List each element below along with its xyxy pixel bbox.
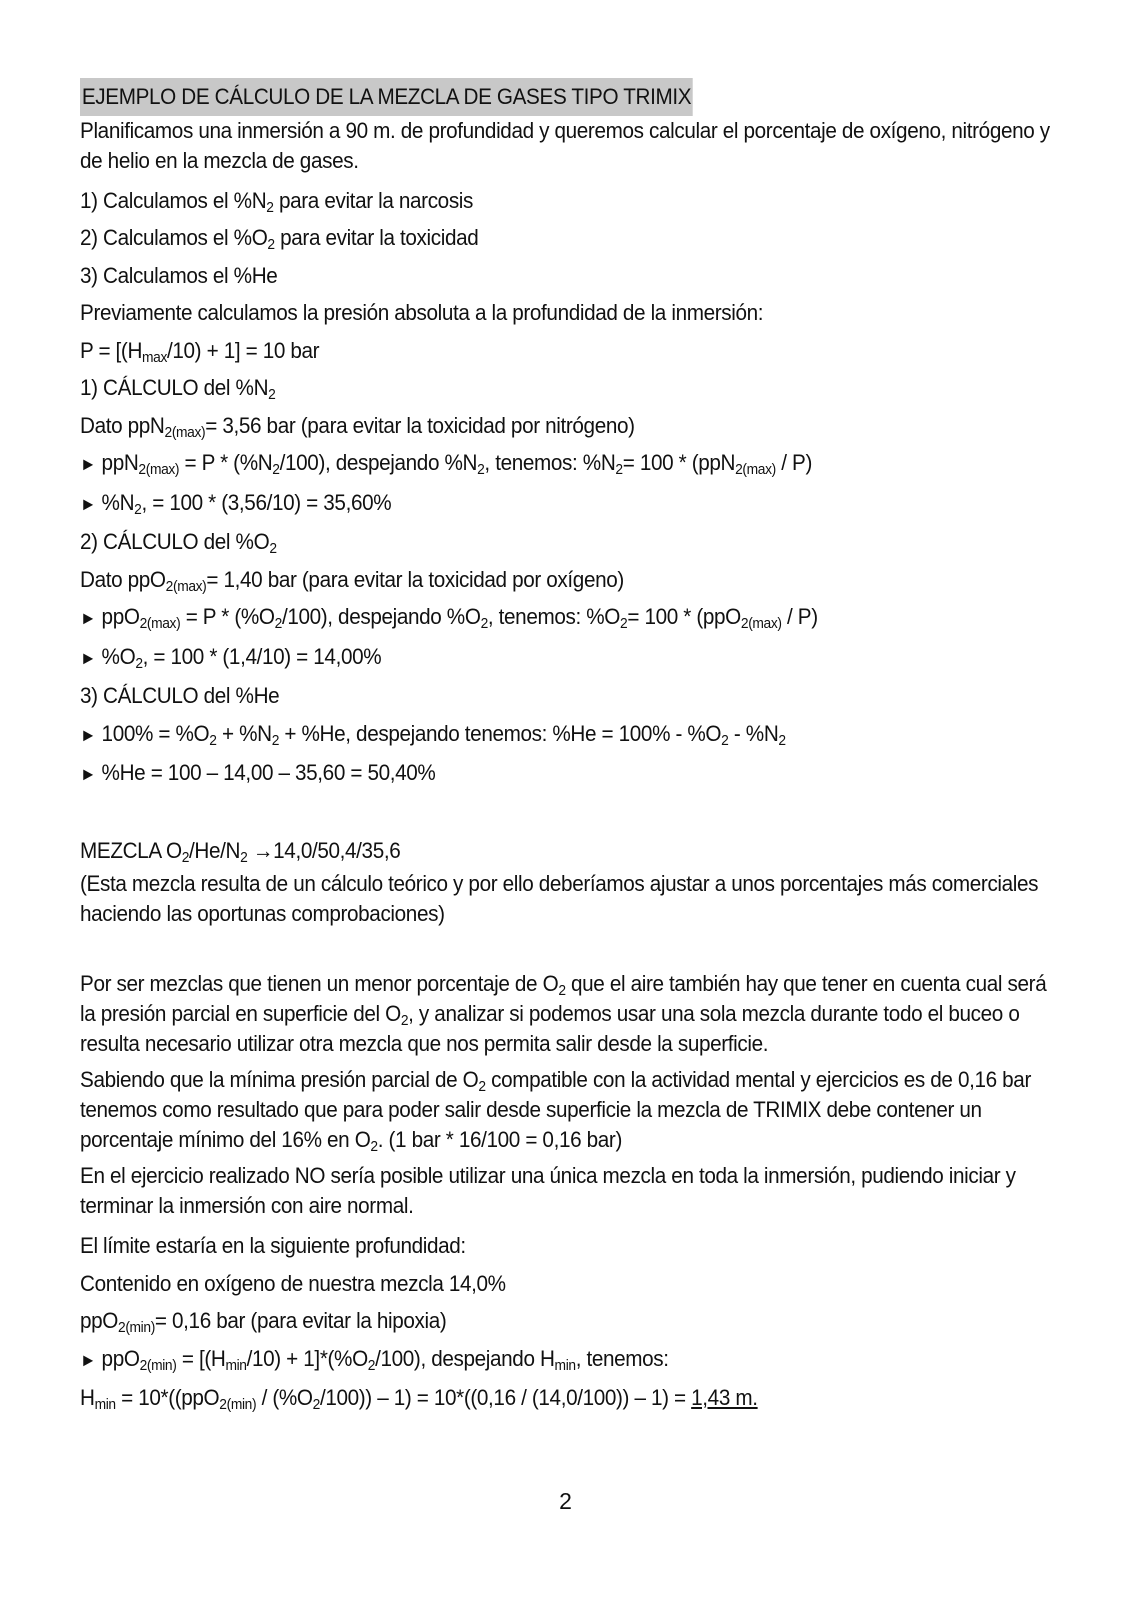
he-heading: 3) CÁLCULO del %He (80, 683, 280, 708)
page-number: 2 (559, 1488, 572, 1514)
o2-dato: Dato ppO$_{2(max)}$= 1,40 bar (para evitar la toxicidad por oxígeno) (80, 566, 624, 595)
bullet-arrow-icon: ► (80, 724, 97, 745)
limit-formula: ► $ppO_{2(min)} = [(H_{min}/10) + 1]*(\%O_2/100)$, despejando $H_{min}$, tenemos: (80, 1345, 669, 1374)
bullet-arrow-icon: ► (80, 493, 97, 514)
mix-note: (Esta mezcla resulta de un cálculo teórico y por ello deberíamos ajustar a unos porcentajes más comerciales haciendo las oportunas comprobaciones) (80, 871, 1039, 926)
document-body (80, 78, 1060, 1417)
hmin-result-value: 1,43 m. (691, 1385, 758, 1410)
limit-ppo2-min: ppO$_{2(min)}$= 0,16 bar (para evitar la hipoxia) (80, 1308, 447, 1336)
limit-intro: El límite estaría en la siguiente profundidad: (80, 1233, 466, 1258)
bullet-arrow-icon: ► (80, 608, 97, 628)
he-result: ► %He = 100 – 14,00 – 35,60 = 50,40% (80, 760, 436, 785)
intro-paragraph: Planificamos una inmersión a 90 m. de profundidad y queremos calcular el porcentaje de oxígeno, nitrógeno y de helio en la mezcla de gases. (80, 117, 1050, 173)
bullet-arrow-icon: ► (80, 454, 97, 474)
minimum-o2-paragraph: Sabiendo que la mínima presión parcial de $O_2$ compatible con la actividad mental y ejercicios es de 0,16 bar tenemos como resultado que para poder salir desde superficie la mezcla de TRIMIX debe contener un porcentaje mínimo del 16% en $O_2$. (1 bar * 16/100 = 0,16 bar) (80, 1067, 1031, 1155)
limit-oxygen-content: Contenido en oxígeno de nuestra mezcla 14,0% (80, 1270, 506, 1296)
o2-heading: 2) CÁLCULO del $\%O_2$ (80, 529, 277, 557)
bullet-arrow-icon: ► (80, 647, 97, 668)
surface-paragraph: Por ser mezclas que tienen un menor porcentaje de $O_2$ que el aire también hay que tener en cuenta cual será la presión parcial en superficie del $O_2$, y analizar si podemos usar una sola mezcla durante todo el buceo o resulta necesario utilizar otra mezcla que nos permita salir desde la superficie. (80, 971, 1047, 1056)
step-3: 3) Calculamos el %He (80, 262, 278, 288)
n2-heading: 1) CÁLCULO del $\%N_2$ (80, 375, 276, 403)
conclusion-paragraph: En el ejercicio realizado NO sería posible utilizar una única mezcla en toda la inmersión, pudiendo iniciar y terminar la inmersión con aire normal. (80, 1163, 1016, 1218)
bullet-arrow-icon: ► (80, 764, 97, 784)
limit-result: $H_{min} = 10*((ppO_{2(min)} / (\%O_2/100)) - 1) = 10*((0,16 / (14,0/100)) - 1) = 1,43$ m. (80, 1385, 758, 1413)
n2-dato: Dato ppN$_{2(max)}$= 3,56 bar (para evitar la toxicidad por nitrógeno) (80, 412, 635, 441)
pressure-intro: Previamente calculamos la presión absoluta a la profundidad de la inmersión: (80, 300, 764, 325)
he-formula: ► $100\% = \%O_2 + \%N_2 + \%He$, despejando tenemos: $\%He = 100\% - \%O_2 - \%N_2$ (80, 720, 786, 749)
o2-formula: ► $ppO_{2(max)} = P * (\%O_2/100)$, despejando $\%O_2$, tenemos: $\%O_2= 100 * (ppO_{2(max)} / P)$ (80, 604, 818, 632)
o2-result: ► $\%O_2$, = 100 * (1,4/10) = 14,00% (80, 643, 382, 672)
mix-result: MEZCLA $O_2/He/N_2 \to 14,0/50,4/35,6$ (80, 837, 401, 866)
n2-formula: ► $ppN_{2(max)} = P * (\%N_2/100)$, despejando $\%N_2$, tenemos: $\%N_2= 100 * (ppN_{2(max)} / P)$ (80, 450, 812, 478)
step-2: 2) Calculamos el $\%O_2$ para evitar la toxicidad (80, 225, 479, 253)
section-heading-line (80, 78, 982, 116)
step-1: 1) Calculamos el $\%N_2$ para evitar la narcosis (80, 187, 474, 216)
bullet-arrow-icon: ► (80, 1349, 97, 1370)
n2-result: ► $\%N_2$, = 100 * (3,56/10) = 35,60% (80, 489, 392, 518)
pressure-equation: $P = [(H_{max}/10) + 1] = 10$ bar (80, 337, 320, 366)
section-heading: EJEMPLO DE CÁLCULO DE LA MEZCLA DE GASES TIPO TRIMIX (80, 78, 693, 116)
